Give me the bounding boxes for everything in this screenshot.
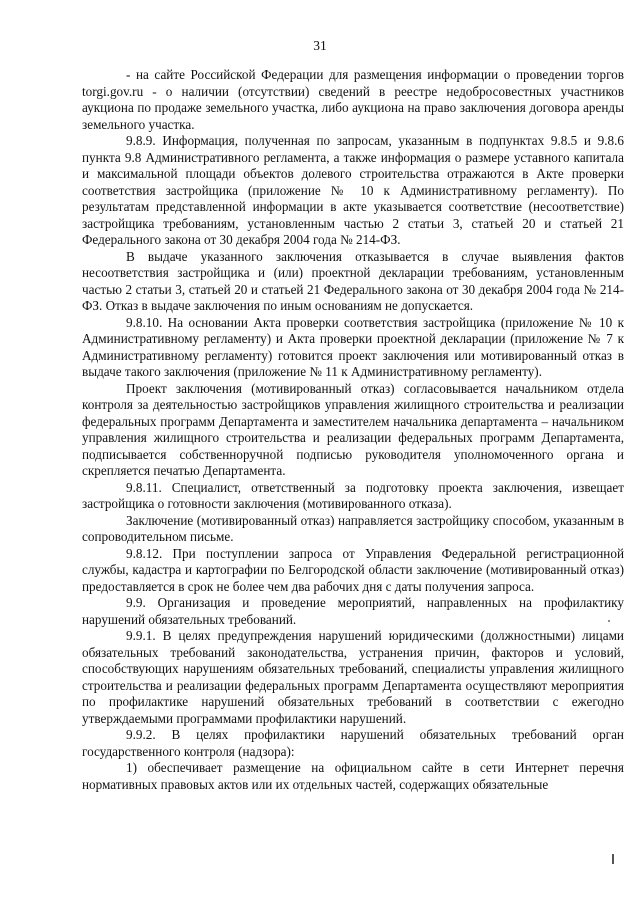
paragraph-torgi-site: - на сайте Российской Федерации для размещения информации о проведении торгов torgi.gov.ru - о наличии (отсутствии) сведений в реестре недобросовестных участников аукциона по продаже земельного участка, либо аукциона на право заключения договора аренды земельного участка. bbox=[82, 67, 624, 132]
paragraph-9-8-12: 9.8.12. При поступлении запроса от Управления Федеральной регистрационной службы, кадастра и картографии по Белгородской области заключение (мотивированный отказ) предоставляется в срок не более чем два рабочих дня с даты получения запроса. bbox=[82, 545, 624, 594]
paragraph-9-8-10: 9.8.10. На основании Акта проверки соответствия застройщика (приложение № 10 к Административному регламенту) и Акта проверки проектной декларации (приложение № 7 к Административному регламенту) готовится проект заключения или мотивированный отказ в выдаче такого заключения (приложение № 11 к Административному регламенту). bbox=[82, 314, 624, 379]
paragraph-refusal-grounds: В выдаче указанного заключения отказывается в случае выявления фактов несоответствия застройщика и (или) проектной декларации требованиям, установленным частью 2 статьи 3, статьей 20 и статьей 21 Федерального закона от 30 декабря 2004 года № 214-ФЗ. Отказ в выдаче заключения по иным основаниям не допускается. bbox=[82, 248, 624, 313]
scan-dot-mark bbox=[608, 620, 610, 622]
paragraph-9-8-9: 9.8.9. Информация, полученная по запросам, указанным в подпунктах 9.8.5 и 9.8.6 пункта 9.8 Административного регламента, а также информация о размере уставного капитала и максимальной площади объектов долевого строительства отражаются в Акте проверки соответствия застройщика (приложение № 10 к Административному регламенту). По результатам представленной информации в акте указывается соответствие (несоответствие) застройщика требованиям, установленным частью 2 статьи 3, статьей 20 и статьей 21 Федерального закона от 30 декабря 2004 года № 214-ФЗ. bbox=[82, 133, 624, 247]
paragraph-9-8-11: 9.8.11. Специалист, ответственный за подготовку проекта заключения, извещает застройщика о готовности заключения (мотивированного отказа). bbox=[82, 479, 624, 511]
paragraph-draft-approval: Проект заключения (мотивированный отказ) согласовывается начальником отдела контроля за деятельностью застройщиков управления жилищного строительства и реализации федеральных программ Департамента и заместителем начальника департамента – начальником управления жилищного строительства и реализации федеральных программ Департамента, подписывается собственноручной подписью руководителя уполномоченного органа и скрепляется печатью Департамента. bbox=[82, 380, 624, 478]
paragraph-9-9-1: 9.9.1. В целях предупреждения нарушений юридическими (должностными) лицами обязательных требований законодательства, устранения причин, факторов и условий, способствующих нарушениям обязательных требований, специалисты управления жилищного строительства и реализации федеральных программ Департамента осуществляют мероприятия по профилактике нарушений обязательных требований в соответствии с ежегодно утверждаемыми программами профилактики нарушений. bbox=[82, 628, 624, 726]
paragraph-9-9: 9.9. Организация и проведение мероприятий, направленных на профилактику нарушений обязательных требований. bbox=[82, 595, 624, 627]
paragraph-9-9-2: 9.9.2. В целях профилактики нарушений обязательных требований орган государственного контроля (надзора): bbox=[82, 727, 624, 759]
page-number: 31 bbox=[313, 38, 327, 53]
scan-edge-mark bbox=[612, 854, 614, 864]
document-body bbox=[82, 67, 624, 793]
paragraph-item-1: 1) обеспечивает размещение на официальном сайте в сети Интернет перечня нормативных правовых актов или их отдельных частей, содержащих обязательные bbox=[82, 760, 624, 792]
paragraph-conclusion-sending: Заключение (мотивированный отказ) направляется застройщику способом, указанным в сопроводительном письме. bbox=[82, 512, 624, 544]
